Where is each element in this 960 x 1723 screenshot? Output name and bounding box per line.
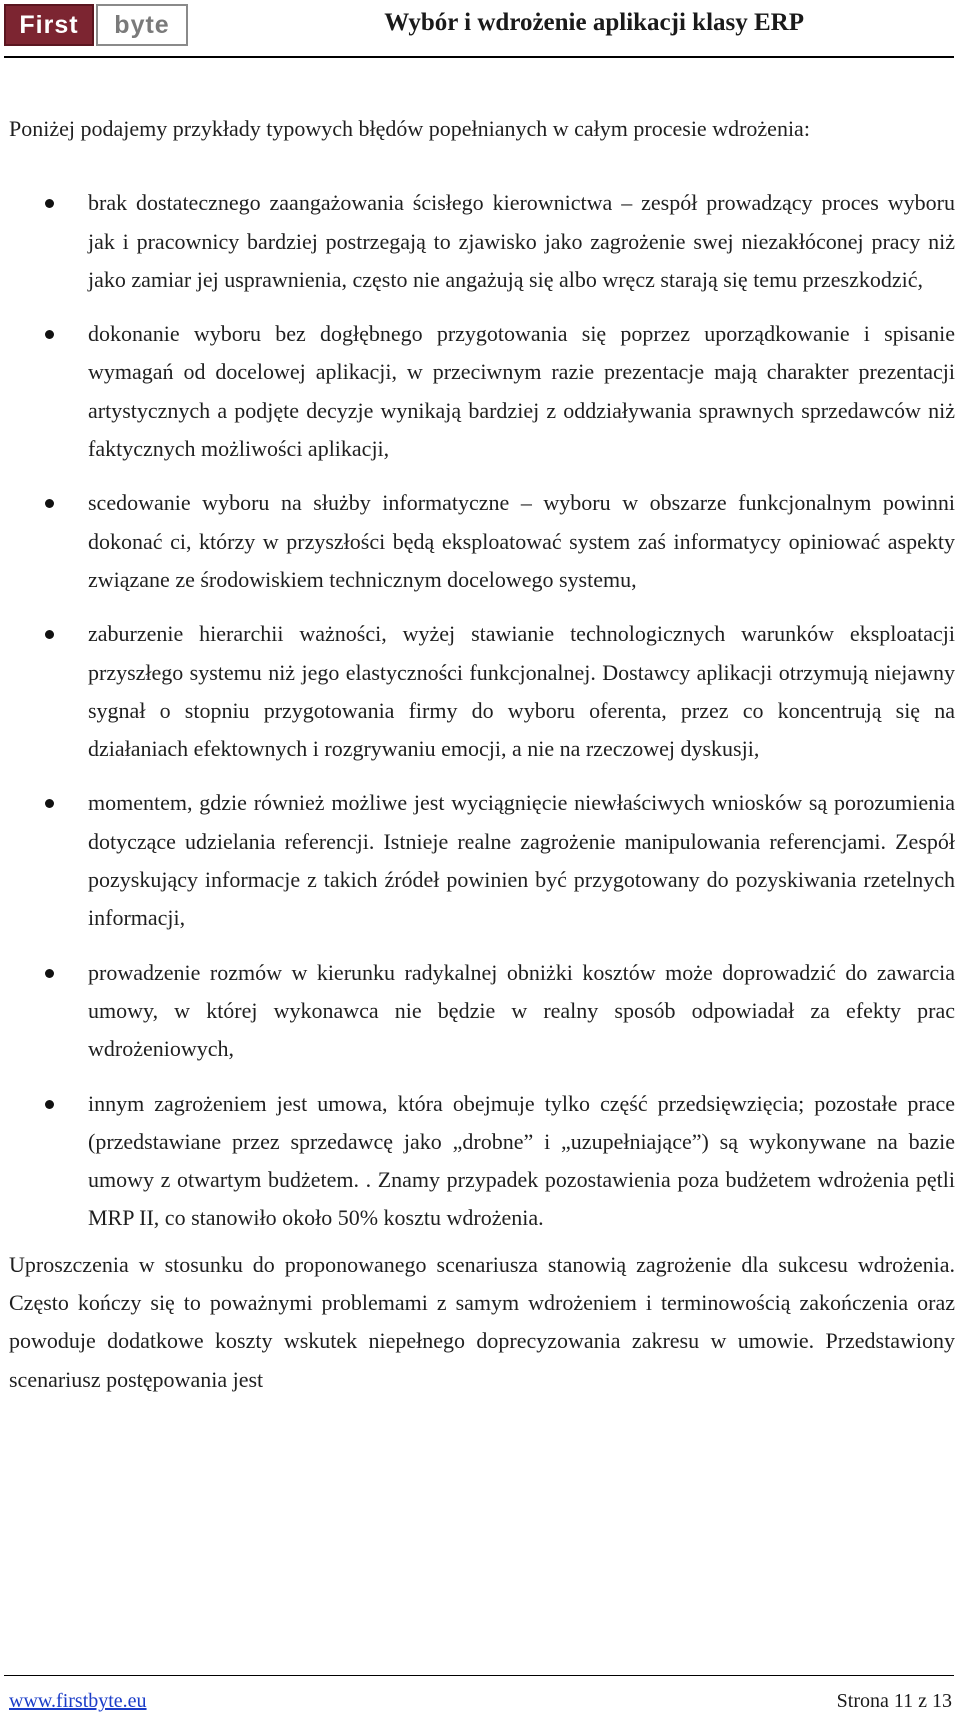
list-item-text: brak dostatecznego zaangażowania ścisłego kierownictwa – zespół prowadzący proces wyboru jak i pracownicy bardziej postrzegają to zjawisko jako zagrożenie swej niezakłóconej pracy niż jako zamiar jej usprawnienia, często nie angażują się albo wręcz starają się temu przeszkodzić,	[88, 190, 955, 292]
list-item	[9, 615, 955, 768]
logo-first-part: First	[4, 4, 94, 46]
bullet-icon	[45, 499, 54, 508]
list-item	[9, 184, 955, 299]
list-item-text: zaburzenie hierarchii ważności, wyżej stawianie technologicznych warunków eksploatacji przyszłego systemu niż jego elastyczności funkcjonalnej. Dostawcy aplikacji otrzymują niejawny sygnał o stopniu przygotowania firmy do wyboru oferenta, przez co koncentrują się na działaniach efektownych i rozgrywaniu emocji, a nie na rzeczowej dyskusji,	[88, 621, 955, 762]
bullet-icon	[45, 630, 54, 639]
error-list	[9, 184, 955, 1237]
list-item-text: dokonanie wyboru bez dogłębnego przygotowania się poprzez uporządkowanie i spisanie wymagań od docelowej aplikacji, w przeciwnym razie prezentacje mają charakter prezentacji artystycznych a podjęte decyzje wynikają bardziej z oddziaływania sprawnych sprzedawców niż faktycznych możliwości aplikacji,	[88, 321, 955, 462]
list-item-text: prowadzenie rozmów w kierunku radykalnej obniżki kosztów może doprowadzić do zawarcia umowy, w której wykonawca nie będzie w realny sposób odpowiadał za efekty prac wdrożeniowych,	[88, 959, 955, 1062]
bullet-icon	[45, 199, 54, 208]
footer-divider	[4, 1675, 954, 1676]
header-divider	[4, 56, 954, 58]
list-item	[9, 784, 955, 937]
list-item	[9, 1085, 955, 1238]
list-item	[9, 315, 955, 468]
page-header	[0, 0, 960, 58]
firstbyte-logo	[4, 4, 188, 46]
bullet-icon	[45, 969, 54, 978]
bullet-icon	[45, 330, 54, 339]
bullet-icon	[45, 1100, 54, 1109]
page-content	[9, 110, 955, 1399]
bullet-icon	[45, 799, 54, 808]
closing-paragraph: Uproszczenia w stosunku do proponowanego scenariusza stanowią zagrożenie dla sukcesu wdrożenia. Często kończy się to poważnymi problemami z samym wdrożeniem i terminowością zakończenia oraz powoduje dodatkowe koszty wskutek niepełnego doprecyzowania zakresu w umowie. Przedstawiony scenariusz postępowania jest	[9, 1251, 955, 1392]
page-number: Strona 11 z 13	[836, 1690, 952, 1712]
website-link[interactable]: www.firstbyte.eu	[9, 1690, 147, 1712]
list-item	[9, 954, 955, 1069]
list-item-text: innym zagrożeniem jest umowa, która obejmuje tylko część przedsięwzięcia; pozostałe prace (przedstawiane przez sprzedawcę jako „drobne” i „uzupełniające”) są wykonywane na bazie umowy z otwartym budżetem. . Znamy przypadek pozostawienia poza budżetem wdrożenia pętli MRP II, co stanowiło około 50% kosztu wdrożenia.	[88, 1090, 955, 1231]
document-title: Wybór i wdrożenie aplikacji klasy ERP	[384, 9, 804, 36]
logo-byte-part: byte	[96, 4, 188, 46]
list-item-text: scedowanie wyboru na służby informatyczne – wyboru w obszarze funkcjonalnym powinni dokonać ci, którzy w przyszłości będą eksploatować system zaś informatycy opiniować aspekty związane ze środowiskiem technicznym docelowego systemu,	[88, 490, 955, 592]
list-item-text: momentem, gdzie również możliwe jest wyciągnięcie niewłaściwych wniosków są porozumienia dotyczące udzielania referencji. Istnieje realne zagrożenie manipulowania referencjami. Zespół pozyskujący informacje z takich źródeł powinien być przygotowany do pozyskiwania rzetelnych informacji,	[88, 790, 955, 931]
intro-paragraph: Poniżej podajemy przykłady typowych błędów popełnianych w całym procesie wdrożenia:	[9, 116, 810, 141]
list-item	[9, 484, 955, 599]
